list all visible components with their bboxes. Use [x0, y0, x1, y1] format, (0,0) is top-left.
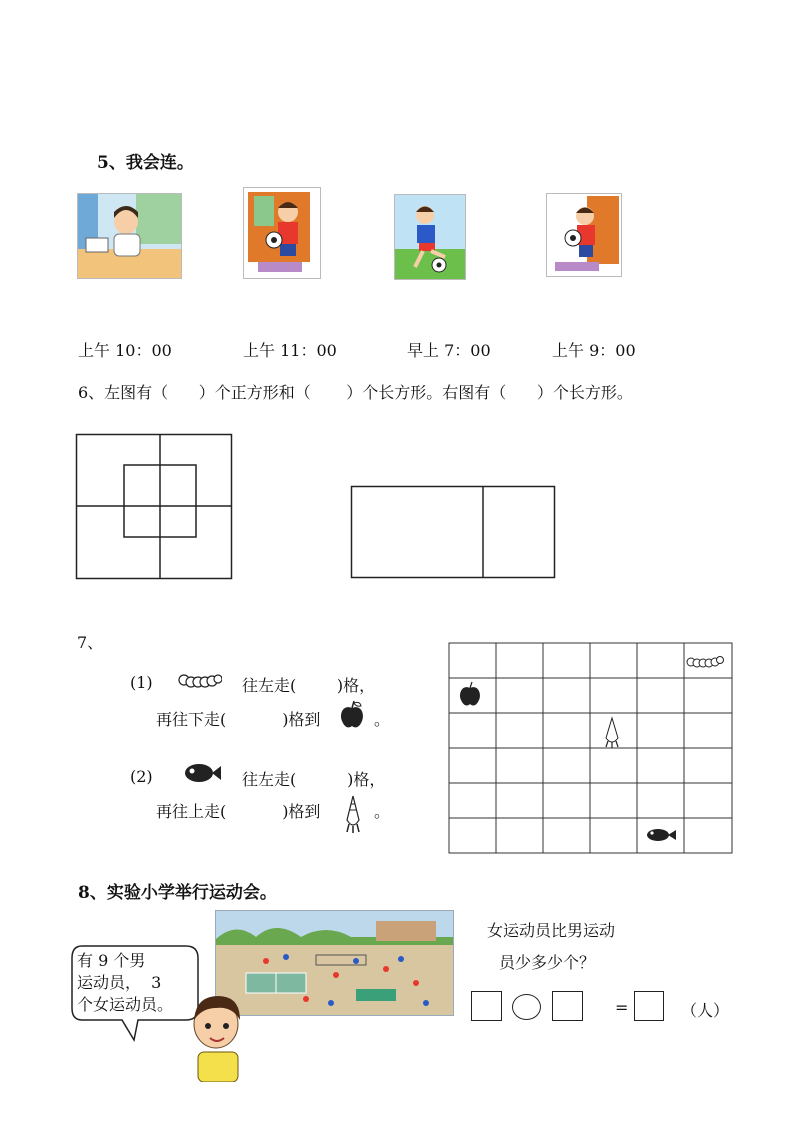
q7-part1-period: 。 [374, 710, 391, 729]
caterpillar-icon [178, 672, 222, 690]
operator-circle[interactable] [512, 994, 541, 1020]
boy-icon [186, 990, 248, 1082]
q7-part1-line2: 再往下走( )格到 [156, 710, 321, 729]
time-label-1: 上午 10：00 [78, 341, 172, 360]
apple-icon [339, 700, 365, 730]
q7-part2-period: 。 [374, 802, 391, 821]
time-label-2: 上午 11：00 [243, 341, 337, 360]
boy-with-ball-at-door-icon [243, 187, 321, 279]
q8-question-line2: 员少多少个？ [499, 953, 596, 972]
q7-label: 7、 [77, 633, 104, 652]
boy-waking-up-icon [77, 193, 182, 279]
sports-field-picture-icon [215, 910, 454, 1016]
q7-part1-number: (1) [130, 673, 153, 692]
q8-question-line1: 女运动员比男运动 [487, 921, 616, 940]
boy-returning-home-icon [546, 193, 622, 277]
answer-box-result[interactable] [634, 991, 664, 1021]
q7-part1-line1: 往左走( )格， [242, 676, 376, 695]
q7-part2-number: (2) [130, 767, 153, 786]
carrot-icon [343, 790, 363, 834]
right-figure [350, 485, 558, 581]
q7-part2-line2: 再往上走( )格到 [156, 802, 321, 821]
grid-caterpillar-icon [687, 657, 724, 668]
equals-sign: = [615, 998, 629, 1017]
time-label-3: 早上 7：00 [407, 341, 491, 360]
answer-box-2[interactable] [552, 991, 583, 1021]
answer-box-1[interactable] [471, 991, 502, 1021]
boy-kicking-ball-icon [394, 194, 466, 280]
grid-carrot-icon [606, 718, 618, 748]
grid-fish-icon [647, 829, 676, 841]
q8-title: 8、实验小学举行运动会。 [78, 883, 277, 903]
time-label-4: 上午 9：00 [552, 341, 636, 360]
grid-apple-icon [460, 682, 480, 705]
q6-title: 6、左图有（ ）个正方形和（ ）个长方形。右图有（ ）个长方形。 [78, 383, 633, 402]
left-figure [75, 433, 235, 581]
q5-title: 5、我会连。 [97, 153, 194, 173]
movement-grid [448, 642, 736, 856]
fish-icon [182, 762, 222, 784]
speech-bubble-text: 有 9 个男 运动员， 3 个女运动员。 [77, 951, 174, 1014]
q7-part2-line1: 往左走( )格， [242, 770, 386, 789]
unit-label: （人） [681, 1001, 730, 1020]
